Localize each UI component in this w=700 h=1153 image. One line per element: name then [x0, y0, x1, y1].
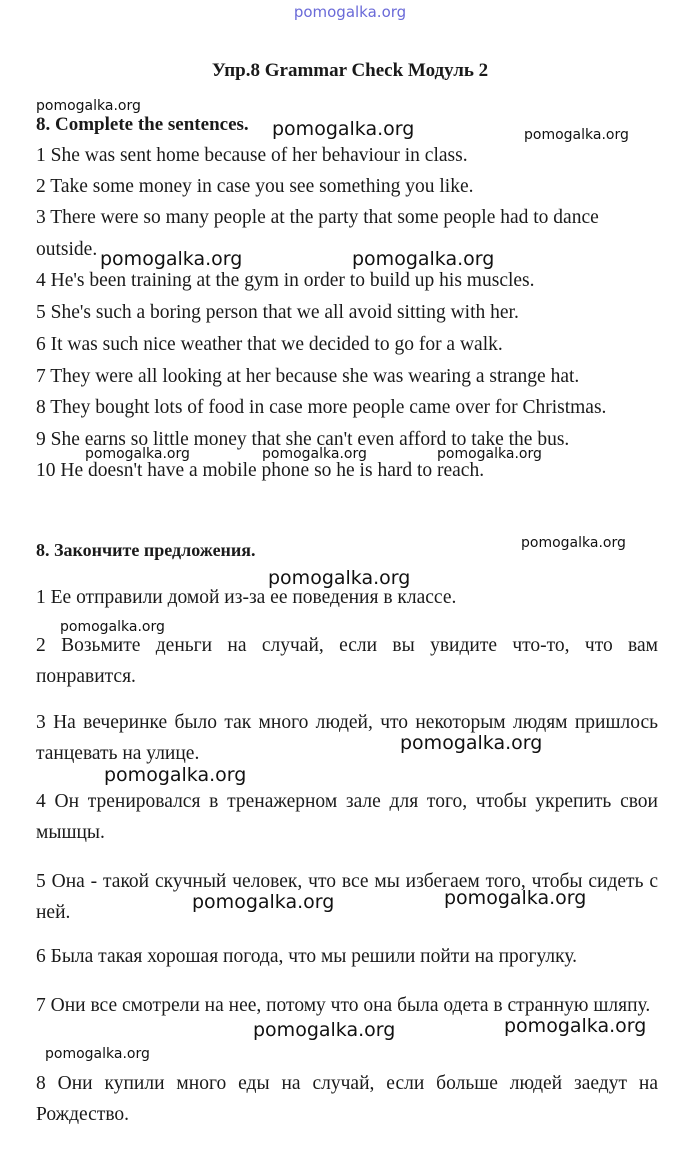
- watermark-overlay: pomogalka.org: [85, 446, 190, 462]
- watermark-overlay: pomogalka.org: [352, 248, 495, 270]
- english-sentence-9: 9 She earns so little money that she can't even afford to take the bus.: [36, 429, 570, 450]
- russian-sentence-4: 4 Он тренировался в тренажерном зале для того, чтобы укрепить свои мышцы.: [36, 791, 658, 843]
- watermark-overlay: pomogalka.org: [100, 248, 243, 270]
- watermark-overlay: pomogalka.org: [400, 732, 543, 754]
- english-sentence-3: 3 There were so many people at the party that some people had to dance: [36, 207, 599, 228]
- russian-sentence-8: 8 Они купили много еды на случай, если больше людей заедут на Рождество.: [36, 1073, 658, 1125]
- russian-heading: 8. Закончите предложения.: [36, 540, 256, 560]
- watermark-overlay: pomogalka.org: [253, 1019, 396, 1041]
- english-sentence-2: 2 Take some money in case you see something you like.: [36, 176, 474, 197]
- watermark-overlay: pomogalka.org: [268, 567, 411, 589]
- watermark-overlay: pomogalka.org: [521, 535, 626, 551]
- english-sentence-1: 1 She was sent home because of her behaviour in class.: [36, 145, 468, 166]
- russian-sentence-2: 2 Возьмите деньги на случай, если вы увидите что-то, что вам понравится.: [36, 635, 658, 687]
- english-sentence-7: 7 They were all looking at her because she was wearing a strange hat.: [36, 366, 580, 387]
- russian-sentence-5: 5 Она - такой скучный человек, что все мы избегаем того, чтобы сидеть с ней.: [36, 871, 658, 923]
- english-heading: 8. Complete the sentences.: [36, 114, 249, 135]
- watermark-overlay: pomogalka.org: [444, 887, 587, 909]
- russian-sentence-1: 1 Ее отправили домой из-за ее поведения в классе.: [36, 587, 457, 608]
- watermark-overlay: pomogalka.org: [104, 764, 247, 786]
- english-sentence-8: 8 They bought lots of food in case more people came over for Christmas.: [36, 397, 607, 418]
- watermark-overlay: pomogalka.org: [437, 446, 542, 462]
- watermark-overlay: pomogalka.org: [504, 1015, 647, 1037]
- watermark-overlay: pomogalka.org: [60, 619, 165, 635]
- watermark-overlay: pomogalka.org: [45, 1046, 150, 1062]
- russian-sentence-3: 3 На вечеринке было так много людей, что некоторым людям пришлось танцевать на улице.: [36, 712, 658, 764]
- watermark-overlay: pomogalka.org: [262, 446, 367, 462]
- top-watermark: pomogalka.org: [293, 3, 407, 21]
- page-title: Упр.8 Grammar Check Модуль 2: [211, 60, 489, 81]
- russian-sentence-6: 6 Была такая хорошая погода, что мы решили пойти на прогулку.: [36, 946, 578, 967]
- english-sentence-6: 6 It was such nice weather that we decided to go for a walk.: [36, 334, 503, 355]
- watermark-overlay: pomogalka.org: [272, 118, 415, 140]
- english-sentence-10: 10 He doesn't have a mobile phone so he is hard to reach.: [36, 460, 485, 481]
- watermark-overlay: pomogalka.org: [36, 98, 141, 114]
- english-sentence-3-cont: outside.: [36, 239, 98, 260]
- english-sentence-5: 5 She's such a boring person that we all avoid sitting with her.: [36, 302, 519, 323]
- watermark-overlay: pomogalka.org: [524, 127, 629, 143]
- russian-sentence-7: 7 Они все смотрели на нее, потому что она была одета в странную шляпу.: [36, 995, 651, 1016]
- watermark-overlay: pomogalka.org: [192, 891, 335, 913]
- english-sentence-4: 4 He's been training at the gym in order to build up his muscles.: [36, 270, 535, 291]
